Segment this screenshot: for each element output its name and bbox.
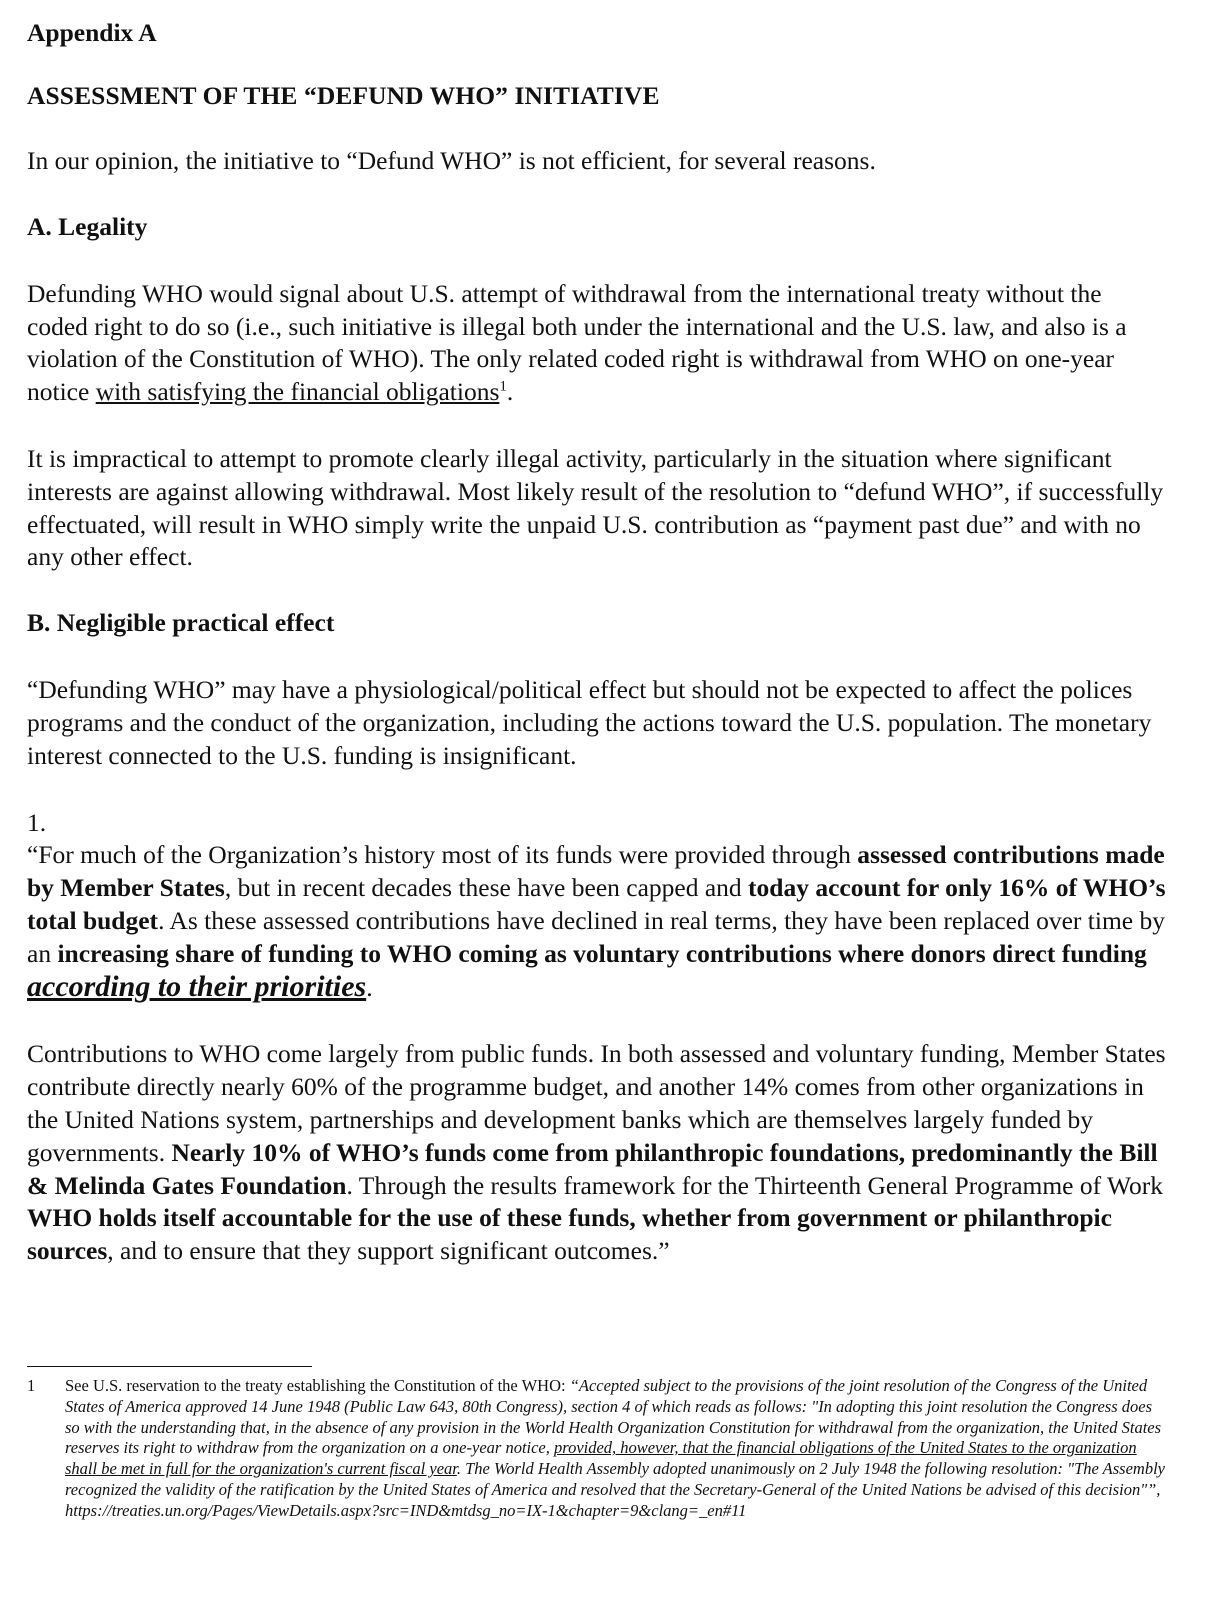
legality-text: Defunding WHO would signal about U.S. attempt of withdrawal from the international treaty without the coded right to do so (i.e., such initiative is illegal both under the international and the U.S. law, and also is a violation of the Constitution of WHO). The only related coded right is withdrawal from WHO on one-year notice <box>27 278 1127 407</box>
item-number: 1. <box>27 807 47 837</box>
contributions-bold-1: Nearly 10% of WHO’s funds come from philanthropic foundations, predominantly the Bill & Melinda Gates Foundation <box>27 1137 1158 1200</box>
footnote-divider <box>27 1366 312 1367</box>
priorities-phrase: according to their priorities <box>27 969 367 1003</box>
footnote-quote-2: . The World Health Assembly adopted unanimously on 2 July 1948 the following resolution: "The Assembly recognized the validity of the ratification by the United States of America and resolved that the Secretary-General of the United Nations be advised of this decision"”, <box>65 1459 1166 1499</box>
contributions-paragraph <box>27 1038 1168 1268</box>
footnote-body <box>65 1376 1167 1522</box>
document-title: ASSESSMENT OF THE “DEFUND WHO” INITIATIVE <box>27 81 660 110</box>
quote-paragraph <box>27 839 1168 1004</box>
footnote <box>27 1376 1167 1522</box>
legality-end: . <box>506 377 514 407</box>
quote-text-3: . As these assessed contributions have declined in real terms, they have been replaced over time by an <box>27 905 1165 968</box>
quote-bold-3: increasing share of funding to WHO coming as voluntary contributions where donors direct funding <box>57 938 1147 968</box>
defunding-effect-paragraph: “Defunding WHO” may have a physiological/political effect but should not be expected to affect the polices programs and the conduct of the organization, including the actions toward the U.S. population. The monetary interest connected to the U.S. funding is insignificant. <box>27 675 1152 770</box>
quote-text-1: “For much of the Organization’s history most of its funds were provided through <box>27 840 858 870</box>
footnote-number: 1 <box>27 1376 36 1395</box>
contributions-bold-2: WHO holds itself accountable for the use of these funds, whether from government or philanthropic sources <box>27 1203 1112 1266</box>
quote-bold-1: assessed contributions made by Member States <box>27 840 1165 903</box>
footnote-quote-1: “Accepted subject to the provisions of the joint resolution of the Congress of the United States of America approved 14 June 1948 (Public Law 643, 80th Congress), section 4 of which reads as follows: "In adopting this joint resolution the Congress does so with the understanding that, in the absence of any provision in the World Health Organization Constitution for withdrawal from the organization, the United States reserves its right to withdraw from the organization on a one-year notice, <box>65 1376 1162 1458</box>
legality-paragraph <box>27 278 1168 409</box>
footnote-reference[interactable]: 1 <box>499 378 507 395</box>
quote-bold-2: today account for only 16% of WHO’s total budget <box>27 873 1166 935</box>
footnote-underlined: provided, however, that the financial obligations of the United States to the organization shall be met in full for the organization's current fiscal year <box>65 1438 1137 1479</box>
quote-text-4: . <box>366 972 373 1002</box>
intro-paragraph: In our opinion, the initiative to “Defund WHO” is not efficient, for several reasons. <box>27 146 876 175</box>
section-b-heading: B. Negligible practical effect <box>27 608 335 638</box>
quote-text-2: , but in recent decades these have been capped and <box>224 873 749 903</box>
impractical-paragraph: It is impractical to attempt to promote clearly illegal activity, particularly in the situation where significant interests are against allowing withdrawal. Most likely result of the resolution to “defund WHO”, if successfully effectuated, will result in WHO simply write the unpaid U.S. contribution as “payment past due” and with no any other effect. <box>27 443 1164 572</box>
contributions-text-3: , and to ensure that they support significant outcomes.” <box>107 1236 670 1266</box>
footnote-intro: See U.S. reservation to the treaty establishing the Constitution of the WHO: <box>65 1376 570 1395</box>
section-a-heading: A. Legality <box>27 211 148 241</box>
contributions-text-2: . Through the results framework for the Thirteenth General Programme of Work <box>346 1170 1164 1200</box>
financial-obligations-phrase: with satisfying the financial obligations <box>95 377 500 407</box>
contributions-text-1: Contributions to WHO come largely from public funds. In both assessed and voluntary funding, Member States contribute directly nearly 60% of the programme budget, and another 14% comes from other organizations in the United Nations system, partnerships and development banks which are themselves largely funded by governments. <box>27 1039 1166 1167</box>
footnote-url-link[interactable]: https://treaties.un.org/Pages/ViewDetails.aspx?src=IND&mtdsg_no=IX-1&chapter=9&clang=_en#11 <box>65 1500 747 1520</box>
appendix-label: Appendix A <box>27 18 157 47</box>
